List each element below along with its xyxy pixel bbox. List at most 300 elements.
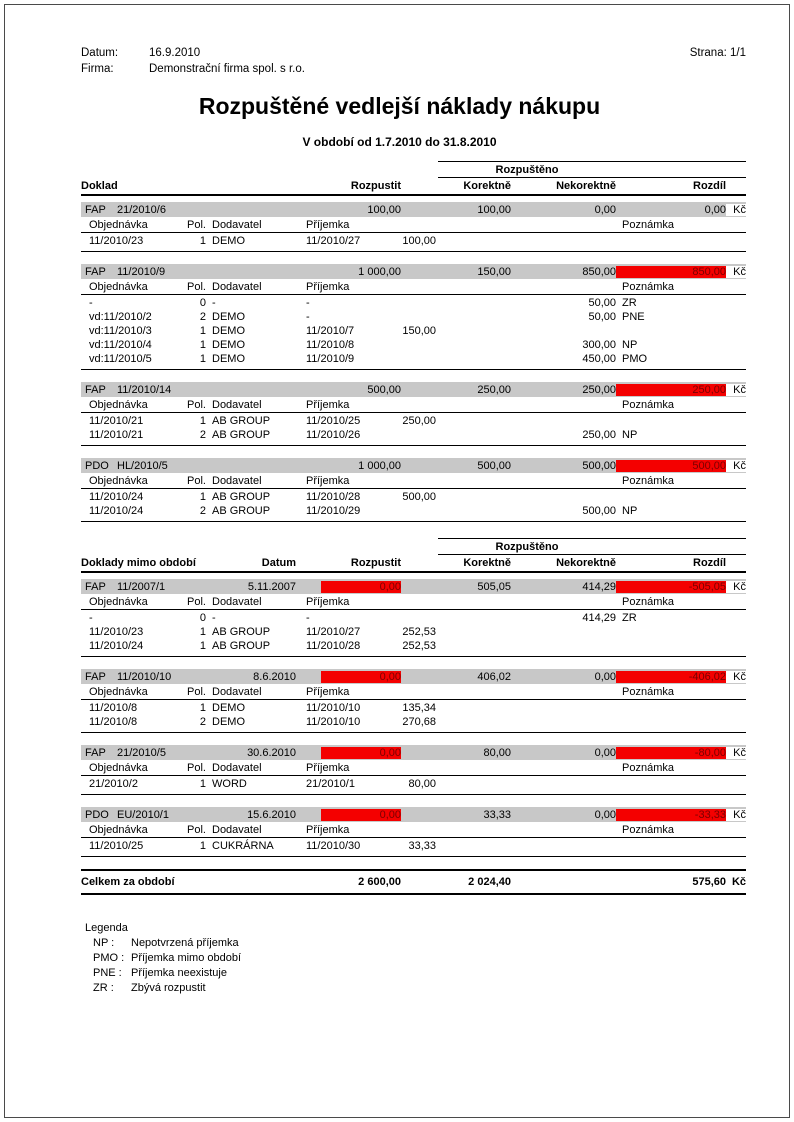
currency-label: Kč — [726, 460, 746, 472]
detail-pol: 1 — [199, 640, 206, 652]
document-rozpustit: 0,00 — [321, 581, 401, 593]
detail-header-pol: Pol. — [187, 474, 206, 487]
detail-row — [81, 414, 746, 428]
total-rozdil: 575,60 — [692, 876, 726, 888]
document-korektne: 500,00 — [477, 459, 511, 472]
total-korektne: 2 024,40 — [468, 876, 511, 888]
detail-header-pol: Pol. — [187, 685, 206, 698]
detail-objednavka: 11/2010/23 — [89, 235, 144, 247]
detail-nekorektne: 414,29 — [582, 612, 616, 624]
detail-korektne: 270,68 — [402, 716, 436, 728]
document-korektne: 100,00 — [477, 203, 511, 216]
detail-rows — [81, 233, 746, 252]
document-header-row — [81, 382, 746, 397]
column-header-label: Doklad — [81, 180, 118, 192]
detail-row — [81, 234, 746, 248]
detail-header-prijemka: Příjemka — [306, 474, 350, 487]
detail-poznamka: NP — [622, 505, 638, 517]
total-label: Celkem za období — [81, 876, 175, 888]
document-nekorektne: 250,00 — [582, 383, 616, 396]
meta-firma-row — [81, 61, 746, 77]
strana-label: Strana: — [689, 47, 727, 59]
column-header-row — [81, 555, 746, 573]
detail-rows — [81, 413, 746, 446]
detail-header-pol: Pol. — [187, 761, 206, 774]
detail-header-row — [81, 473, 746, 489]
detail-header-prijemka: Příjemka — [306, 823, 350, 836]
detail-header-pol: Pol. — [187, 280, 206, 293]
column-header-row — [81, 178, 746, 196]
detail-prijemka: - — [306, 612, 310, 624]
detail-pol: 1 — [199, 491, 206, 503]
column-header-korektne: Korektně — [463, 557, 511, 569]
document-rozdil: 500,00 — [616, 460, 726, 472]
detail-header-objednavka: Objednávka — [89, 595, 148, 608]
legend-text: Příjemka neexistuje — [131, 967, 227, 979]
detail-dodavatel: AB GROUP — [212, 429, 271, 441]
document-korektne: 406,02 — [477, 670, 511, 683]
detail-header-prijemka: Příjemka — [306, 761, 350, 774]
rozpusteno-band — [81, 161, 746, 178]
detail-dodavatel: CUKRÁRNA — [212, 840, 274, 852]
detail-header-dodavatel: Dodavatel — [212, 398, 262, 411]
document-block — [81, 745, 746, 795]
detail-objednavka: vd:11/2010/3 — [89, 325, 152, 337]
detail-objednavka: vd:11/2010/4 — [89, 339, 152, 351]
detail-objednavka: vd:11/2010/5 — [89, 353, 152, 365]
detail-header-poznamka: Poznámka — [622, 685, 674, 698]
detail-objednavka: 11/2010/24 — [89, 505, 144, 517]
detail-pol: 1 — [199, 778, 206, 790]
detail-prijemka: 11/2010/29 — [306, 505, 361, 517]
detail-header-poznamka: Poznámka — [622, 398, 674, 411]
detail-korektne: 33,33 — [408, 840, 436, 852]
detail-prijemka: 11/2010/30 — [306, 840, 361, 852]
detail-row — [81, 352, 746, 366]
detail-dodavatel: DEMO — [212, 339, 245, 351]
firma-value: Demonstrační firma spol. s r.o. — [149, 63, 305, 75]
document-header-row — [81, 669, 746, 684]
legend — [81, 921, 746, 996]
document-block — [81, 264, 746, 370]
document-type: FAP — [85, 670, 106, 683]
document-id — [81, 747, 321, 759]
detail-row — [81, 310, 746, 324]
detail-header-objednavka: Objednávka — [89, 474, 148, 487]
detail-header-dodavatel: Dodavatel — [212, 685, 262, 698]
document-nekorektne: 0,00 — [594, 808, 616, 821]
column-header-nekorektne: Nekorektně — [556, 180, 616, 192]
legend-code: PNE : — [93, 967, 122, 979]
detail-prijemka: 11/2010/10 — [306, 716, 361, 728]
detail-prijemka: 11/2010/7 — [306, 325, 355, 337]
detail-dodavatel: - — [212, 612, 216, 624]
detail-poznamka: ZR — [622, 612, 637, 624]
detail-pol: 1 — [199, 840, 206, 852]
detail-rows — [81, 489, 746, 522]
detail-rows — [81, 295, 746, 370]
detail-header-prijemka: Příjemka — [306, 398, 350, 411]
detail-header-prijemka: Příjemka — [306, 280, 350, 293]
detail-korektne: 252,53 — [402, 626, 436, 638]
datum-value: 16.9.2010 — [149, 47, 201, 59]
detail-objednavka: 11/2010/24 — [89, 491, 144, 503]
document-nekorektne: 0,00 — [594, 746, 616, 759]
detail-prijemka: 11/2010/9 — [306, 353, 355, 365]
legend-code: NP : — [93, 937, 115, 949]
total-row — [81, 869, 746, 895]
document-rozdil: 850,00 — [616, 266, 726, 278]
detail-row — [81, 839, 746, 853]
detail-poznamka: PNE — [622, 311, 645, 323]
detail-header-poznamka: Poznámka — [622, 474, 674, 487]
document-korektne: 150,00 — [477, 265, 511, 278]
column-header-doklad — [81, 557, 321, 569]
detail-prijemka: - — [306, 297, 310, 309]
detail-prijemka: 11/2010/27 — [306, 626, 361, 638]
document-type: PDO — [85, 459, 109, 472]
detail-korektne: 135,34 — [402, 702, 436, 714]
detail-header-dodavatel: Dodavatel — [212, 761, 262, 774]
detail-pol: 2 — [199, 429, 206, 441]
firma-label: Firma: — [81, 63, 114, 75]
detail-objednavka: 11/2010/21 — [89, 429, 144, 441]
detail-header-row — [81, 397, 746, 413]
column-header-doklad — [81, 180, 321, 192]
document-rozdil: -505,05 — [616, 581, 726, 593]
detail-header-objednavka: Objednávka — [89, 280, 148, 293]
currency-label: Kč — [726, 384, 746, 396]
detail-pol: 2 — [199, 716, 206, 728]
detail-dodavatel: WORD — [212, 778, 247, 790]
detail-dodavatel: AB GROUP — [212, 505, 271, 517]
currency-label: Kč — [726, 266, 746, 278]
document-number: HL/2010/5 — [117, 459, 168, 472]
detail-nekorektne: 300,00 — [582, 339, 616, 351]
detail-pol: 1 — [199, 626, 206, 638]
detail-objednavka: 11/2010/23 — [89, 626, 144, 638]
detail-row — [81, 324, 746, 338]
detail-dodavatel: AB GROUP — [212, 640, 271, 652]
detail-header-pol: Pol. — [187, 823, 206, 836]
detail-dodavatel: DEMO — [212, 235, 245, 247]
detail-pol: 1 — [199, 353, 206, 365]
detail-prijemka: 11/2010/10 — [306, 702, 361, 714]
detail-dodavatel: AB GROUP — [212, 491, 271, 503]
strana-value: 1/1 — [730, 47, 746, 59]
detail-header-dodavatel: Dodavatel — [212, 280, 262, 293]
detail-objednavka: 11/2010/25 — [89, 840, 144, 852]
document-number: 21/2010/6 — [117, 203, 166, 216]
document-block — [81, 669, 746, 733]
legend-code: ZR : — [93, 982, 114, 994]
report-section-v-obdobi — [81, 161, 746, 522]
detail-poznamka: NP — [622, 339, 638, 351]
detail-row — [81, 715, 746, 729]
document-id — [81, 460, 321, 472]
detail-rows — [81, 838, 746, 857]
currency-label: Kč — [726, 747, 746, 759]
detail-korektne: 100,00 — [402, 235, 436, 247]
document-nekorektne: 0,00 — [594, 670, 616, 683]
datum-label: Datum: — [81, 47, 119, 59]
detail-poznamka: NP — [622, 429, 638, 441]
column-header-datum: Datum — [261, 557, 296, 569]
detail-header-dodavatel: Dodavatel — [212, 595, 262, 608]
total-rozpustit: 2 600,00 — [358, 876, 401, 888]
detail-header-poznamka: Poznámka — [622, 280, 674, 293]
report-subtitle: V období od 1.7.2010 do 31.8.2010 — [302, 135, 497, 149]
detail-row — [81, 701, 746, 715]
detail-prijemka: 11/2010/26 — [306, 429, 361, 441]
document-header-row — [81, 579, 746, 594]
document-number: 11/2010/10 — [117, 670, 172, 683]
detail-pol: 1 — [199, 339, 206, 351]
detail-header-objednavka: Objednávka — [89, 685, 148, 698]
detail-header-objednavka: Objednávka — [89, 218, 148, 231]
legend-code: PMO : — [93, 952, 125, 964]
detail-header-objednavka: Objednávka — [89, 823, 148, 836]
currency-label: Kč — [726, 809, 746, 821]
detail-pol: 0 — [199, 612, 206, 624]
document-korektne: 505,05 — [477, 580, 511, 593]
detail-row — [81, 338, 746, 352]
detail-nekorektne: 450,00 — [582, 353, 616, 365]
detail-dodavatel: DEMO — [212, 716, 245, 728]
document-nekorektne: 414,29 — [582, 580, 616, 593]
detail-pol: 1 — [199, 235, 206, 247]
detail-korektne: 500,00 — [402, 491, 436, 503]
report-body — [81, 161, 746, 857]
detail-dodavatel: AB GROUP — [212, 626, 271, 638]
meta-datum-row — [81, 45, 746, 61]
document-number: 21/2010/5 — [117, 746, 166, 759]
detail-row — [81, 625, 746, 639]
detail-header-row — [81, 822, 746, 838]
legend-items — [81, 936, 746, 996]
document-nekorektne: 850,00 — [582, 265, 616, 278]
detail-korektne: 150,00 — [402, 325, 436, 337]
detail-pol: 1 — [199, 415, 206, 427]
document-rozpustit: 1 000,00 — [358, 459, 401, 472]
document-type: PDO — [85, 808, 109, 821]
detail-header-row — [81, 279, 746, 295]
currency-label: Kč — [726, 581, 746, 593]
document-rozpustit: 500,00 — [367, 383, 401, 396]
document-id — [81, 266, 321, 278]
legend-item — [81, 966, 746, 981]
detail-dodavatel: - — [212, 297, 216, 309]
document-rozpustit: 0,00 — [321, 747, 401, 759]
detail-header-dodavatel: Dodavatel — [212, 474, 262, 487]
document-header-row — [81, 264, 746, 279]
detail-header-poznamka: Poznámka — [622, 761, 674, 774]
legend-item — [81, 936, 746, 951]
detail-korektne: 252,53 — [402, 640, 436, 652]
detail-prijemka: 21/2010/1 — [306, 778, 355, 790]
detail-prijemka: 11/2010/25 — [306, 415, 361, 427]
detail-header-dodavatel: Dodavatel — [212, 218, 262, 231]
detail-rows — [81, 776, 746, 795]
detail-objednavka: 21/2010/2 — [89, 778, 138, 790]
legend-text: Zbývá rozpustit — [131, 982, 206, 994]
document-rozdil: -33,33 — [616, 809, 726, 821]
column-header-rozpustit: Rozpustit — [350, 180, 401, 192]
document-korektne: 250,00 — [477, 383, 511, 396]
document-header-row — [81, 745, 746, 760]
document-number: EU/2010/1 — [117, 808, 169, 821]
detail-objednavka: 11/2010/8 — [89, 716, 138, 728]
detail-dodavatel: DEMO — [212, 353, 245, 365]
total-currency: Kč — [731, 876, 746, 888]
report-content — [81, 5, 746, 996]
detail-header-objednavka: Objednávka — [89, 761, 148, 774]
document-id — [81, 671, 321, 683]
column-header-nekorektne: Nekorektně — [556, 557, 616, 569]
document-nekorektne: 500,00 — [582, 459, 616, 472]
document-type: FAP — [85, 746, 106, 759]
currency-label: Kč — [726, 204, 746, 216]
detail-nekorektne: 250,00 — [582, 429, 616, 441]
document-id — [81, 384, 321, 396]
document-type: FAP — [85, 580, 106, 593]
detail-row — [81, 296, 746, 310]
detail-dodavatel: AB GROUP — [212, 415, 271, 427]
detail-rows — [81, 610, 746, 657]
detail-nekorektne: 50,00 — [588, 311, 616, 323]
document-rozpustit: 100,00 — [367, 203, 401, 216]
document-block — [81, 382, 746, 446]
document-type: FAP — [85, 383, 106, 396]
detail-pol: 2 — [199, 505, 206, 517]
rozpusteno-band — [81, 538, 746, 555]
legend-text: Příjemka mimo období — [131, 952, 242, 964]
detail-header-dodavatel: Dodavatel — [212, 823, 262, 836]
document-id — [81, 809, 321, 821]
detail-objednavka: 11/2010/24 — [89, 640, 144, 652]
detail-rows — [81, 700, 746, 733]
report-title: Rozpuštěné vedlejší náklady nákupu — [198, 93, 601, 119]
document-nekorektne: 0,00 — [594, 203, 616, 216]
detail-nekorektne: 500,00 — [582, 505, 616, 517]
rozpusteno-label: Rozpuštěno — [495, 540, 559, 553]
detail-nekorektne: 50,00 — [588, 297, 616, 309]
detail-row — [81, 611, 746, 625]
page-number — [690, 45, 746, 61]
document-date: 8.6.2010 — [253, 670, 296, 683]
document-korektne: 80,00 — [483, 746, 511, 759]
detail-header-pol: Pol. — [187, 398, 206, 411]
detail-header-poznamka: Poznámka — [622, 218, 674, 231]
detail-row — [81, 490, 746, 504]
document-type: FAP — [85, 203, 106, 216]
detail-dodavatel: DEMO — [212, 702, 245, 714]
detail-objednavka: vd:11/2010/2 — [89, 311, 152, 323]
document-date: 15.6.2010 — [247, 808, 296, 821]
detail-header-row — [81, 217, 746, 233]
document-header-row — [81, 202, 746, 217]
detail-header-row — [81, 760, 746, 776]
detail-header-prijemka: Příjemka — [306, 218, 350, 231]
detail-prijemka: - — [306, 311, 310, 323]
report-meta — [81, 45, 746, 77]
detail-header-pol: Pol. — [187, 218, 206, 231]
document-rozpustit: 1 000,00 — [358, 265, 401, 278]
detail-header-poznamka: Poznámka — [622, 823, 674, 836]
rozpusteno-box — [438, 161, 746, 178]
document-number: 11/2007/1 — [117, 580, 166, 593]
detail-poznamka: PMO — [622, 353, 648, 365]
detail-objednavka: 11/2010/21 — [89, 415, 144, 427]
document-block — [81, 202, 746, 252]
detail-header-row — [81, 594, 746, 610]
column-header-korektne: Korektně — [463, 180, 511, 192]
currency-label: Kč — [726, 671, 746, 683]
document-id — [81, 204, 321, 216]
document-number: 11/2010/14 — [117, 383, 172, 396]
detail-objednavka: 11/2010/8 — [89, 702, 138, 714]
document-number: 11/2010/9 — [117, 265, 166, 278]
legend-text: Nepotvrzená příjemka — [131, 937, 239, 949]
document-block — [81, 458, 746, 522]
document-id — [81, 581, 321, 593]
column-header-rozdil: Rozdíl — [693, 557, 726, 569]
detail-header-row — [81, 684, 746, 700]
detail-pol: 1 — [199, 325, 206, 337]
document-rozdil: 250,00 — [616, 384, 726, 396]
detail-dodavatel: DEMO — [212, 325, 245, 337]
detail-pol: 1 — [199, 702, 206, 714]
detail-prijemka: 11/2010/8 — [306, 339, 355, 351]
detail-korektne: 80,00 — [408, 778, 436, 790]
document-rozdil: 0,00 — [704, 203, 726, 216]
legend-item — [81, 981, 746, 996]
detail-prijemka: 11/2010/27 — [306, 235, 361, 247]
detail-pol: 0 — [199, 297, 206, 309]
detail-pol: 2 — [199, 311, 206, 323]
detail-row — [81, 428, 746, 442]
detail-dodavatel: DEMO — [212, 311, 245, 323]
document-rozdil: -80,00 — [616, 747, 726, 759]
document-rozpustit: 0,00 — [321, 809, 401, 821]
document-header-row — [81, 458, 746, 473]
document-date: 30.6.2010 — [247, 746, 296, 759]
detail-row — [81, 639, 746, 653]
detail-header-prijemka: Příjemka — [306, 595, 350, 608]
document-rozpustit: 0,00 — [321, 671, 401, 683]
legend-item — [81, 951, 746, 966]
document-type: FAP — [85, 265, 106, 278]
detail-prijemka: 11/2010/28 — [306, 640, 361, 652]
detail-prijemka: 11/2010/28 — [306, 491, 361, 503]
document-korektne: 33,33 — [483, 808, 511, 821]
report-section-mimo-obdobi — [81, 538, 746, 857]
detail-row — [81, 777, 746, 791]
document-block — [81, 807, 746, 857]
detail-korektne: 250,00 — [402, 415, 436, 427]
detail-objednavka: - — [89, 612, 93, 624]
column-header-rozpustit: Rozpustit — [350, 557, 401, 569]
detail-header-pol: Pol. — [187, 595, 206, 608]
document-block — [81, 579, 746, 657]
column-header-rozdil: Rozdíl — [693, 180, 726, 192]
document-date: 5.11.2007 — [247, 580, 296, 593]
document-rozdil: -406,02 — [616, 671, 726, 683]
legend-title: Legenda — [85, 922, 128, 934]
detail-header-objednavka: Objednávka — [89, 398, 148, 411]
document-header-row — [81, 807, 746, 822]
rozpusteno-label: Rozpuštěno — [495, 163, 559, 176]
